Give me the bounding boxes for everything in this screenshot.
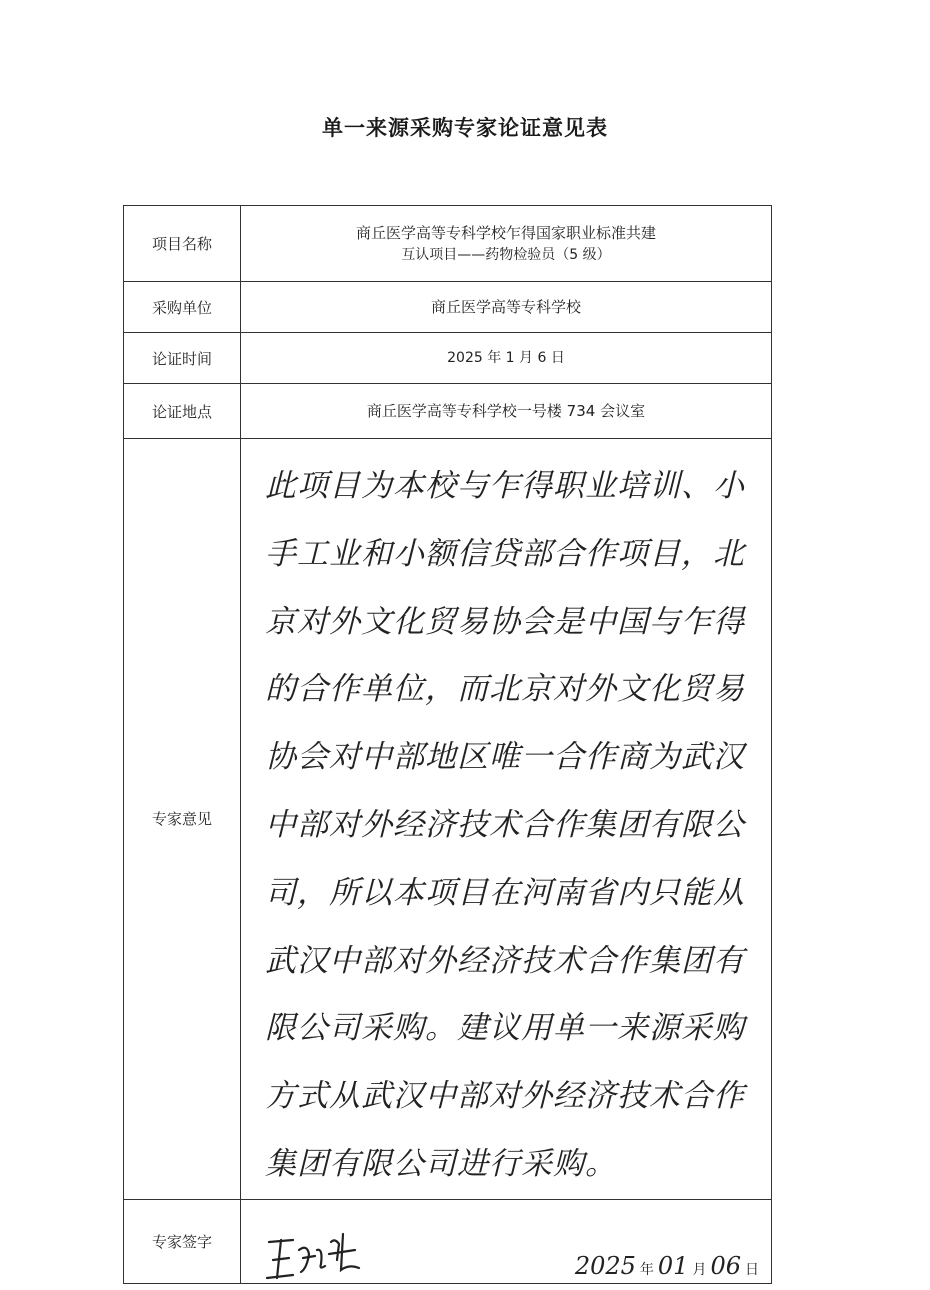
opinion-cell (241, 439, 772, 1200)
date-day-unit: 日 (745, 1261, 759, 1278)
row-time (124, 333, 772, 384)
opinion-label: 专家意见 (124, 439, 241, 1200)
date-day: 06 (710, 1251, 741, 1280)
place-value: 商丘医学高等专科学校一号楼 734 会议室 (241, 384, 772, 439)
date-month: 01 (657, 1251, 689, 1280)
date-year: 2025 (574, 1251, 636, 1280)
page-title: 单一来源采购专家论证意见表 (322, 116, 608, 140)
date-year-unit: 年 (639, 1261, 654, 1278)
purchaser-value: 商丘医学高等专科学校 (241, 282, 772, 333)
signature-cell (241, 1199, 772, 1283)
project-name-line1: 商丘医学高等专科学校乍得国家职业标准共建 (355, 223, 656, 242)
row-signature (124, 1199, 772, 1283)
row-place (124, 384, 772, 439)
project-name-line2: 互认项目——药物检验员（5 级） (401, 246, 611, 263)
project-name-value (241, 206, 772, 282)
time-label: 论证时间 (124, 333, 241, 384)
row-project-name (124, 206, 772, 282)
signature-date (575, 1252, 763, 1280)
project-name-label: 项目名称 (124, 206, 241, 282)
row-opinion (124, 439, 772, 1200)
handwritten-signature (259, 1220, 369, 1290)
date-month-unit: 月 (692, 1261, 707, 1278)
place-label: 论证地点 (124, 384, 241, 439)
opinion-form-table (123, 205, 772, 1284)
row-purchaser (124, 282, 772, 333)
opinion-handwritten-text: 此项目为本校与乍得职业培训、小手工业和小额信贷部合作项目，北京对外文化贸易协会是中国与乍得的合作单位，而北京对外文化贸易协会对中部地区唯一合作商为武汉中部对外经济技术合作集团有限公司，所以本项目在河南省内只能从武汉中部对外经济技术合作集团有限公司采购。建议用单一来源采购方式从武汉中部对外经济技术合作集团有限公司进行采购。 (265, 468, 745, 1182)
purchaser-label: 采购单位 (124, 282, 241, 333)
signature-label: 专家签字 (124, 1199, 241, 1283)
time-value: 2025 年 1 月 6 日 (241, 333, 772, 384)
